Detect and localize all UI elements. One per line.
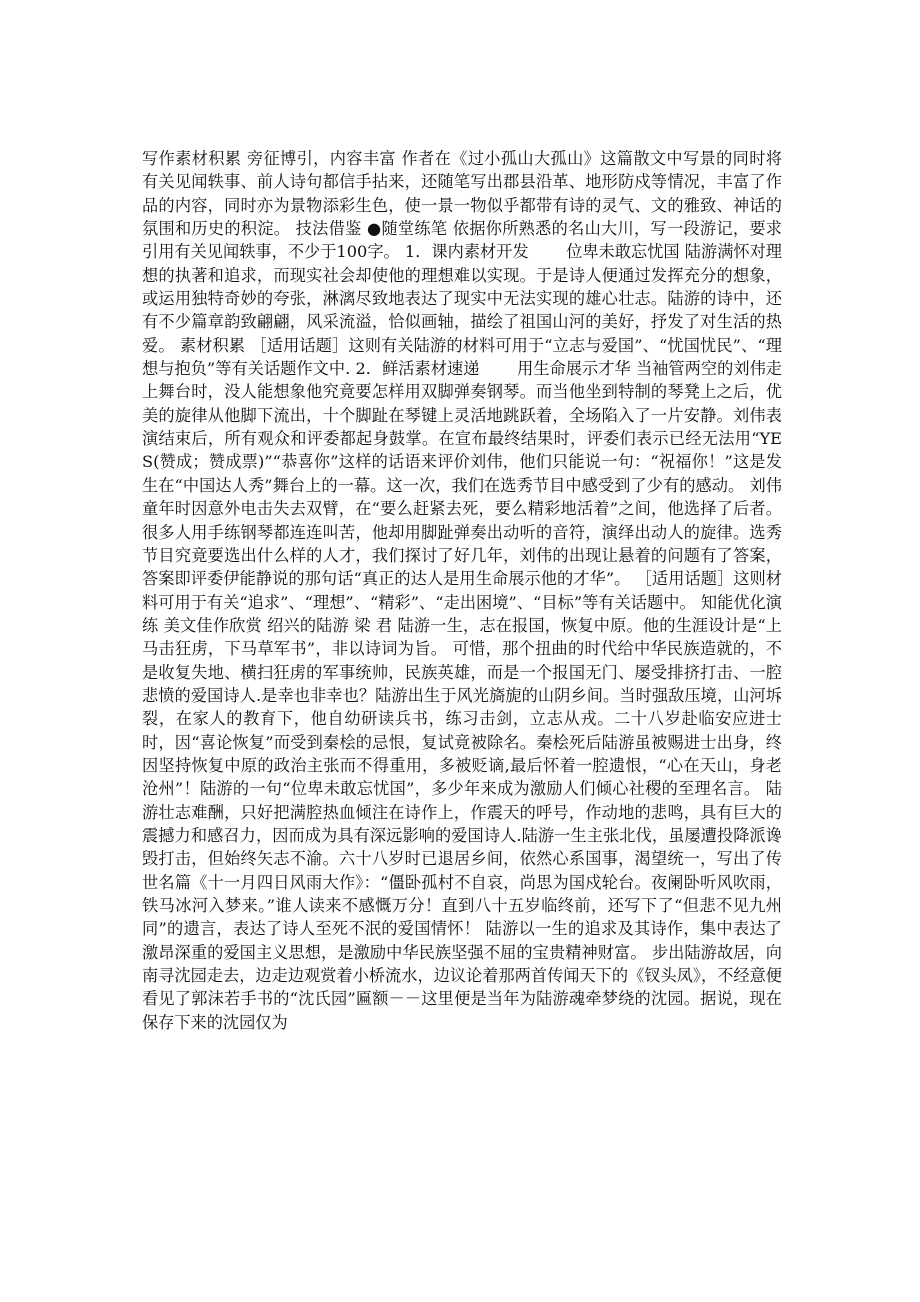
document-body-text: 写作素材积累 旁征博引，内容丰富 作者在《过小孤山大孤山》这篇散文中写景的同时将有关见闻轶事、前人诗句都信手拈来，还随笔写出郡县沿革、地形防戍等情况，丰富了作品的内容，同时亦为景物添彩生色，使一景一物似乎都带有诗的灵气、文的雅致、神话的氛围和历史的积淀。 技法借鉴 ●随堂练笔 依据你所熟悉的名山大川，写一段游记，要求引用有关见闻轶事，不少于100字。 1．课内素材开发 位卑未敢忘忧国 陆游满怀对理想的执著和追求，而现实社会却使他的理想难以实现。于是诗人便通过发挥充分的想象，或运用独特奇妙的夸张，淋漓尽致地表达了现实中无法实现的雄心壮志。陆游的诗中，还有不少篇章韵致翩翩，风采流溢，恰似画轴，描绘了祖国山河的美好，抒发了对生活的热爱。 素材积累 ［适用话题］这则有关陆游的材料可用于“立志与爱国”、“忧国忧民”、“理想与抱负”等有关话题作文中. 2．鲜活素材速递 用生命展示才华 当袖管两空的刘伟走上舞台时，没人能想象他究竟要怎样用双脚弹奏钢琴。而当他坐到特制的琴凳上之后，优美的旋律从他脚下流出，十个脚趾在琴键上灵活地跳跃着，全场陷入了一片安静。刘伟表演结束后，所有观众和评委都起身鼓掌。在宣布最终结果时，评委们表示已经无法用“YES(赞成；赞成票)”“恭喜你”这样的话语来评价刘伟，他们只能说一句：“祝福你！”这是发生在“中国达人秀”舞台上的一幕。这一次，我们在选秀节目中感受到了少有的感动。 刘伟童年时因意外电击失去双臂，在“要么赶紧去死，要么精彩地活着”之间，他选择了后者。很多人用手练钢琴都连连叫苦，他却用脚趾弹奏出动听的音符，演绎出动人的旋律。选秀节目究竟要选出什么样的人才，我们探讨了好几年，刘伟的出现让悬着的问题有了答案，答案即评委伊能静说的那句话“真正的达人是用生命展示他的才华”。 ［适用话题］这则材料可用于有关“追求”、“理想”、“精彩”、“走出困境”、“目标”等有关话题中。 知能优化演练 美文佳作欣赏 绍兴的陆游 梁 君 陆游一生，志在报国，恢复中原。他的生涯设计是“上马击狂虏，下马草军书”，非以诗词为旨。 可惜，那个扭曲的时代给中华民族造就的，不是收复失地、横扫狂虏的军事统帅，民族英雄，而是一个报国无门、屡受排挤打击、一腔悲愤的爱国诗人.是幸也非幸也？陆游出生于风光旖旎的山阴乡间。当时强敌压境，山河坼裂，在家人的教育下，他自幼研读兵书，练习击剑，立志从戎。二十八岁赴临安应进士时，因“喜论恢复”而受到秦桧的忌恨，复试竟被除名。秦桧死后陆游虽被赐进士出身，终因坚持恢复中原的政治主张而不得重用，多被贬谪,最后怀着一腔遗恨，“心在天山，身老沧州”！陆游的一句“位卑未敢忘忧国”，多少年来成为激励人们倾心社稷的至理名言。 陆游壮志难酬，只好把满腔热血倾注在诗作上，作震天的呼号，作动地的悲鸣，具有巨大的震撼力和感召力，因而成为具有深远影响的爱国诗人.陆游一生主张北伐，虽屡遭投降派谗毁打击，但始终矢志不渝。六十八岁时已退居乡间，依然心系国事，渴望统一，写出了传世名篇《十一月四日风雨大作》：“僵卧孤村不自哀，尚思为国戍轮台。夜阑卧听风吹雨，铁马冰河入梦来。”谁人读来不感慨万分！直到八十五岁临终前，还写下了“但悲不见九州同”的遗言，表达了诗人至死不泯的爱国情怀！ 陆游以一生的追求及其诗作，集中表达了激昂深重的爱国主义思想，是激励中华民族坚强不屈的宝贵精神财富。 步出陆游故居，向南寻沈园走去，边走边观赏着小桥流水，边议论着那两首传闻天下的《钗头凤》，不经意便看见了郭沫若手书的“沈氏园”匾额－－这里便是当年为陆游魂牵梦绕的沈园。据说，现在保存下来的沈园仅为 [142, 149, 782, 1032]
